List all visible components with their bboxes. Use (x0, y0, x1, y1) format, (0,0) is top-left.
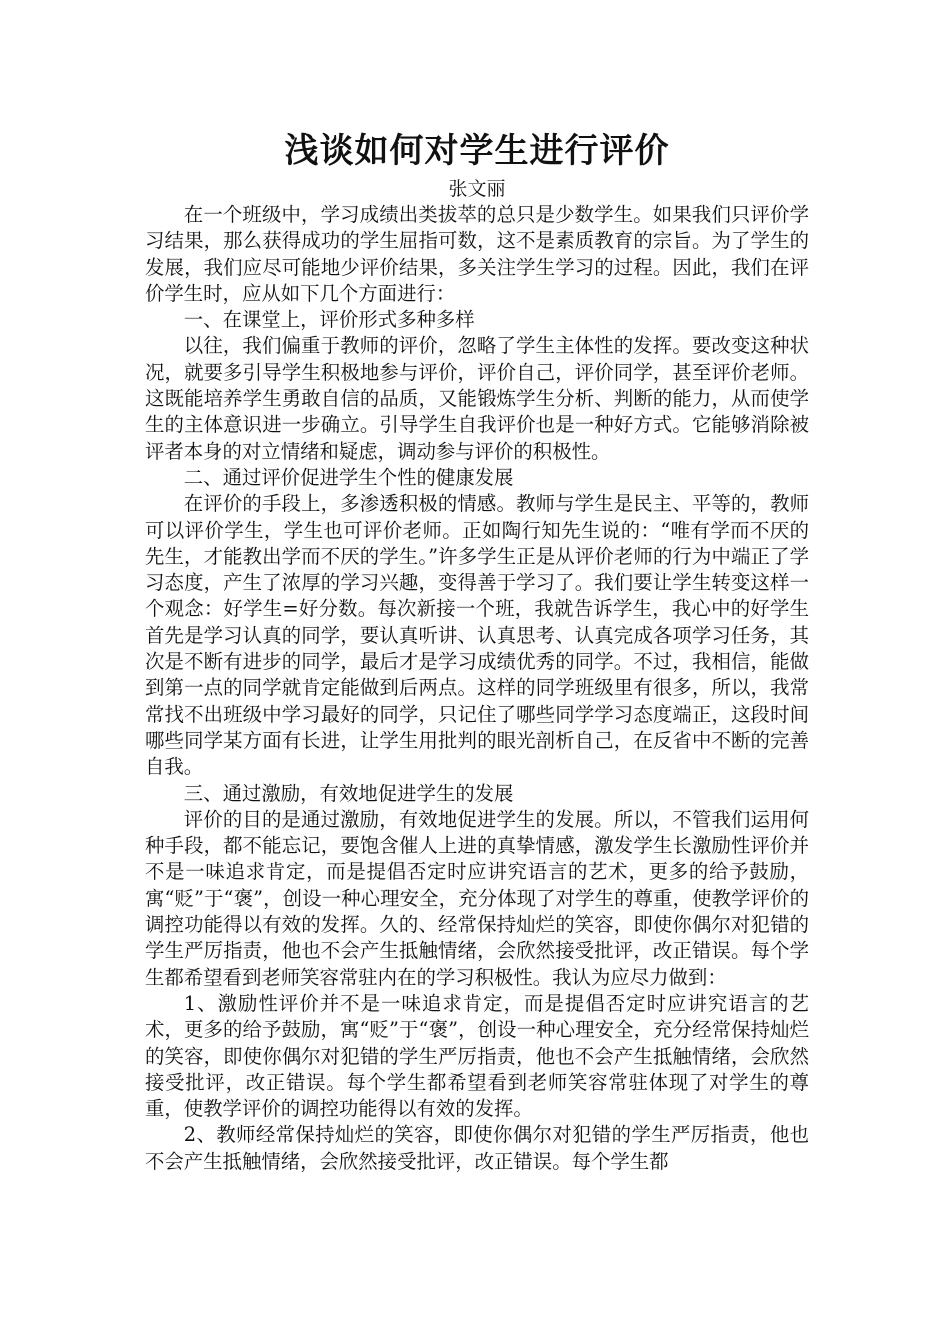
section-3-paragraph: 评价的目的是通过激励，有效地促进学生的发展。所以，不管我们运用何种手段，都不能忘记，要饱含催人上进的真挚情感，激发学生长激励性评价并不是一味追求肯定，而是提倡否定时应讲究语言的艺术，更多的给予鼓励，寓“贬”于“褒”，创设一种心理安全，充分体现了对学生的尊重，使教学评价的调控功能得以有效的发挥。久的、经常保持灿烂的笑容，即使你偶尔对犯错的学生严厉指责，他也不会产生抵触情绪，会欣然接受批评，改正错误。每个学生都希望看到老师笑容常驻内在的学习积极性。我认为应尽力做到： (145, 807, 809, 989)
document-author: 张文丽 (448, 178, 506, 200)
intro-paragraph: 在一个班级中，学习成绩出类拔萃的总只是少数学生。如果我们只评价学习结果，那么获得成功的学生屈指可数，这不是素质教育的宗旨。为了学生的发展，我们应尽可能地少评价结果，多关注学生学习的过程。因此，我们在评价学生时，应从如下几个方面进行： (145, 203, 809, 305)
list-item-2: 2、教师经常保持灿烂的笑容，即使你偶尔对犯错的学生严厉指责，他也不会产生抵触情绪，会欣然接受批评，改正错误。每个学生都 (145, 1123, 809, 1173)
section-heading-3: 三、通过激励，有效地促进学生的发展 (183, 781, 514, 805)
section-1-paragraph: 以往，我们偏重于教师的评价，忽略了学生主体性的发挥。要改变这种状况，就要多引导学生积极地参与评价，评价自己，评价同学，甚至评价老师。这既能培养学生勇敢自信的品质，又能锻炼学生分析、判断的能力，从而使学生的主体意识进一步确立。引导学生自我评价也是一种好方式。它能够消除被评者本身的对立情绪和疑虑，调动参与评价的积极性。 (145, 334, 809, 463)
section-2-paragraph: 在评价的手段上，多渗透积极的情感。教师与学生是民主、平等的，教师可以评价学生，学生也可评价老师。正如陶行知先生说的：“唯有学而不厌的先生，才能教出学而不厌的学生。”许多学生正是从评价老师的行为中端正了学习态度，产生了浓厚的学习兴趣，变得善于学习了。我们要让学生转变这样一个观念：好学生=好分数。每次新接一个班，我就告诉学生，我心中的好学生首先是学习认真的同学，要认真听讲、认真思考、认真完成各项学习任务，其次是不断有进步的同学，最后才是学习成绩优秀的同学。不过，我相信，能做到第一点的同学就肯定能做到后两点。这样的同学班级里有很多，所以，我常常找不出班级中学习最好的同学，只记住了哪些同学学习态度端正，这段时间哪些同学某方面有长进，让学生用批判的眼光剖析自己，在反省中不断的完善自我。 (145, 492, 809, 779)
list-item-1: 1、激励性评价并不是一味追求肯定，而是提倡否定时应讲究语言的艺术，更多的给予鼓励，寓“贬”于“褒”，创设一种心理安全，充分经常保持灿烂的笑容，即使你偶尔对犯错的学生严厉指责，他也不会产生抵触情绪，会欣然接受批评，改正错误。每个学生都希望看到老师笑容常驻体现了对学生的尊重，使教学评价的调控功能得以有效的发挥。 (145, 991, 809, 1121)
section-heading-1: 一、在课堂上，评价形式多种多样 (183, 308, 475, 332)
document-page (145, 126, 809, 1175)
section-heading-2: 二、通过评价促进学生个性的健康发展 (183, 465, 514, 489)
document-title: 浅谈如何对学生进行评价 (284, 131, 670, 171)
